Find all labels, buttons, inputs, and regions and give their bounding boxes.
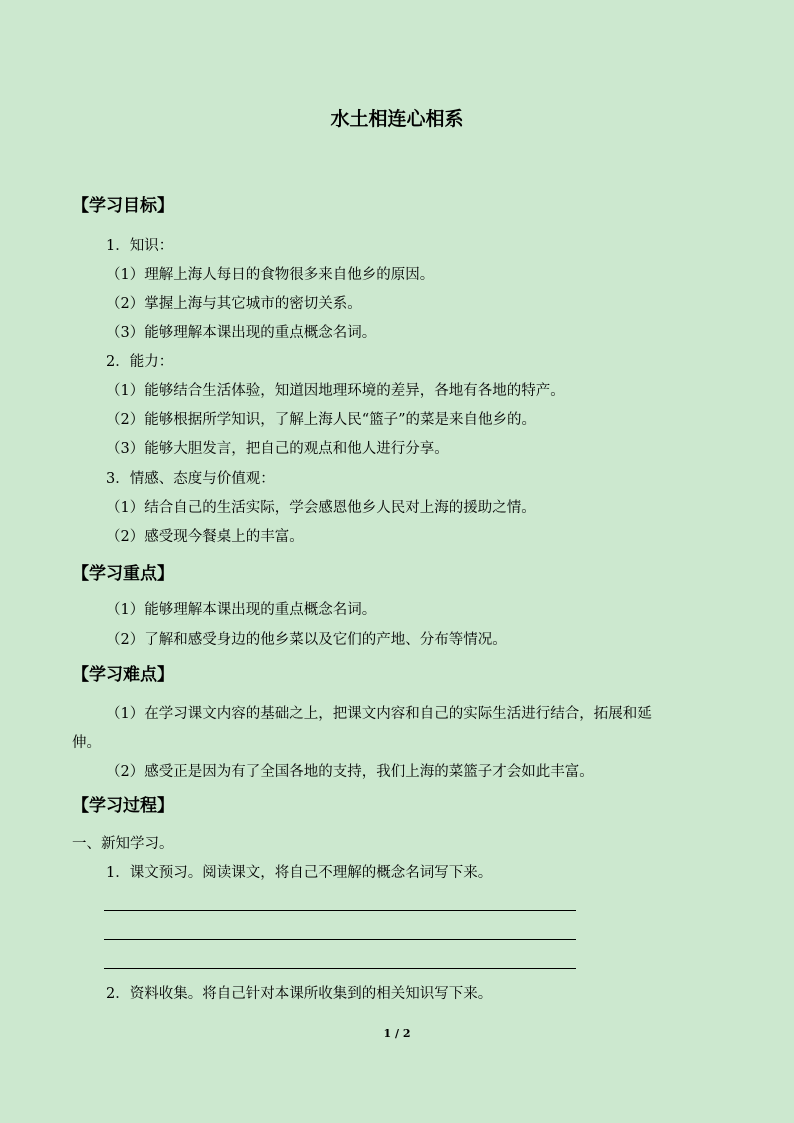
ability-label: 2．能力：	[106, 354, 174, 370]
document-title: 水土相连心相系	[330, 108, 464, 130]
emotion-item: （2）感受现今餐桌上的丰富。	[106, 529, 304, 545]
process-part-one: 一、新知学习。	[72, 836, 174, 852]
key-point-item: （2）了解和感受身边的他乡菜以及它们的产地、分布等情况。	[106, 632, 507, 648]
emotion-item: （1）结合自己的生活实际，学会感恩他乡人民对上海的援助之情。	[106, 500, 536, 516]
knowledge-item: （1）理解上海人每日的食物很多来自他乡的原因。	[106, 267, 435, 283]
answer-blank-line[interactable]	[104, 939, 576, 940]
knowledge-item: （3）能够理解本课出现的重点概念名词。	[106, 325, 377, 341]
key-point-item: （1）能够理解本课出现的重点概念名词。	[106, 602, 377, 618]
difficulty-item: （1）在学习课文内容的基础之上，把课文内容和自己的实际生活进行结合，拓展和延	[106, 706, 652, 722]
difficulty-item: （2）感受正是因为有了全国各地的支持，我们上海的菜篮子才会如此丰富。	[106, 764, 594, 780]
answer-blank-line[interactable]	[104, 968, 576, 969]
section-heading-key-points: 【学习重点】	[72, 564, 174, 584]
page-number: 1 / 2	[383, 1027, 411, 1040]
knowledge-item: （2）掌握上海与其它城市的密切关系。	[106, 296, 362, 312]
ability-item: （1）能够结合生活体验，知道因地理环境的差异，各地有各地的特产。	[106, 383, 565, 399]
ability-item: （2）能够根据所学知识，了解上海人民“篮子”的菜是来自他乡的。	[106, 412, 537, 428]
ability-item: （3）能够大胆发言，把自己的观点和他人进行分享。	[106, 441, 449, 457]
process-step: 2．资料收集。将自己针对本课所收集到的相关知识写下来。	[106, 986, 493, 1002]
difficulty-item-continued: 伸。	[72, 735, 101, 751]
section-heading-objectives: 【学习目标】	[72, 196, 174, 216]
answer-blank-line[interactable]	[104, 910, 576, 911]
emotion-label: 3．情感、态度与价值观：	[106, 471, 275, 487]
section-heading-difficulties: 【学习难点】	[72, 665, 174, 685]
process-step: 1．课文预习。阅读课文，将自己不理解的概念名词写下来。	[106, 865, 493, 881]
section-heading-process: 【学习过程】	[72, 796, 174, 816]
knowledge-label: 1．知识：	[106, 238, 174, 254]
